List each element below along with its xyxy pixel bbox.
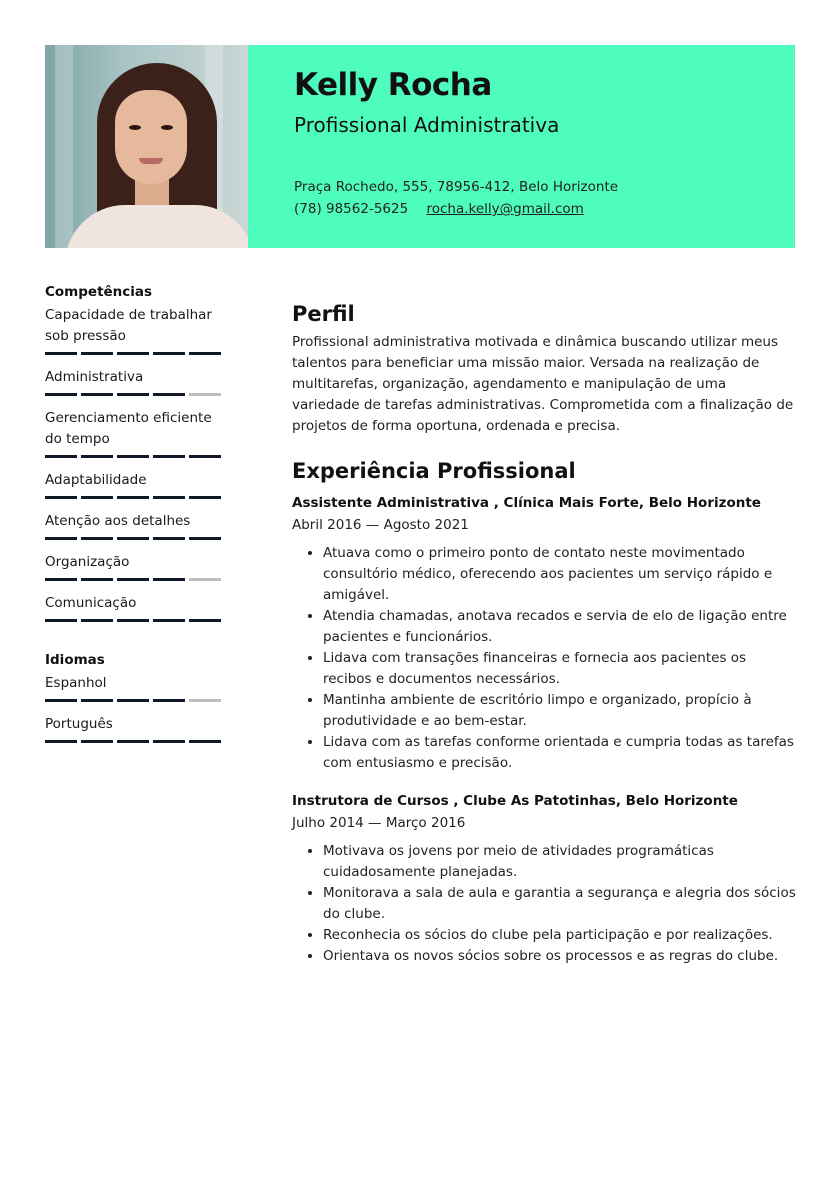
level-segment: [81, 619, 113, 622]
profile-text: Profissional administrativa motivada e dinâmica buscando utilizar meus talentos para beneficiar uma missão maior. Versada na realização de multitarefas, organização, agendamento e manipulação de uma variedade de tarefas administrativas. Comprometida com a finalização de projetos de forma oportuna, ordenada e precisa.: [292, 334, 794, 434]
resume-header: [45, 45, 795, 248]
languages-list: [45, 673, 225, 743]
level-segment: [117, 455, 149, 458]
skill-item: [45, 470, 225, 499]
level-segment: [117, 699, 149, 702]
level-segment: [45, 740, 77, 743]
list-item: • Monitorava a sala de aula e garantia a segurança e alegria dos sócios do clube.: [323, 883, 797, 925]
level-segment: [117, 740, 149, 743]
languages-section: [45, 652, 225, 743]
level-segment: [81, 537, 113, 540]
main-content: [292, 302, 797, 967]
candidate-title: Profissional Administrativa: [294, 113, 560, 137]
skills-heading: Competências: [45, 284, 153, 300]
list-item: • Atuava como o primeiro ponto de contato neste movimentado consultório médico, oferecendo aos pacientes um serviço rápido e amigável.: [323, 543, 797, 606]
skill-level-bar: [45, 578, 225, 581]
list-item: • Reconhecia os sócios do clube pela participação e por realizações.: [323, 925, 797, 946]
skill-label: Comunicação: [45, 595, 137, 611]
level-segment: [81, 578, 113, 581]
skill-label: Organização: [45, 554, 130, 570]
skill-item: [45, 305, 225, 355]
experience-heading: Experiência Profissional: [292, 459, 576, 483]
skill-label: Capacidade de trabalhar sob pressão: [45, 307, 212, 344]
level-segment: [189, 740, 221, 743]
job-entry: [292, 495, 797, 774]
skill-label: Adaptabilidade: [45, 472, 147, 488]
level-segment: [45, 578, 77, 581]
skill-item: [45, 408, 225, 458]
level-segment: [189, 455, 221, 458]
level-segment: [45, 699, 77, 702]
skill-item: [45, 593, 225, 622]
skill-level-bar: [45, 537, 225, 540]
job-dates: Julho 2014 — Março 2016: [292, 815, 466, 831]
language-label: Espanhol: [45, 675, 107, 691]
skill-label: Administrativa: [45, 369, 144, 385]
skill-level-bar: [45, 455, 225, 458]
level-segment: [189, 578, 221, 581]
level-segment: [153, 578, 185, 581]
level-segment: [81, 496, 113, 499]
skill-item: [45, 552, 225, 581]
level-segment: [81, 393, 113, 396]
skill-level-bar: [45, 393, 225, 396]
job-entry: [292, 793, 797, 967]
sidebar: [45, 284, 225, 755]
level-segment: [45, 537, 77, 540]
job-title: Assistente Administrativa , Clínica Mais Forte, Belo Horizonte: [292, 495, 761, 511]
header-banner: [248, 45, 795, 248]
language-item: [45, 673, 225, 702]
level-segment: [189, 619, 221, 622]
level-segment: [153, 393, 185, 396]
level-segment: [189, 699, 221, 702]
language-level-bar: [45, 699, 225, 702]
level-segment: [153, 740, 185, 743]
level-segment: [153, 699, 185, 702]
skills-list: [45, 305, 225, 622]
level-segment: [81, 455, 113, 458]
job-dates: Abril 2016 — Agosto 2021: [292, 517, 469, 533]
skill-level-bar: [45, 619, 225, 622]
level-segment: [153, 352, 185, 355]
level-segment: [81, 740, 113, 743]
list-item: • Lidava com as tarefas conforme orientada e cumpria todas as tarefas com entusiasmo e precisão.: [323, 732, 797, 774]
profile-heading: Perfil: [292, 302, 355, 326]
language-level-bar: [45, 740, 225, 743]
level-segment: [45, 455, 77, 458]
languages-heading: Idiomas: [45, 652, 105, 668]
level-segment: [189, 496, 221, 499]
job-bullets: [292, 543, 797, 774]
skill-item: [45, 511, 225, 540]
level-segment: [81, 699, 113, 702]
list-item: • Orientava os novos sócios sobre os processos e as regras do clube.: [323, 946, 797, 967]
email-link[interactable]: rocha.kelly@gmail.com: [426, 201, 584, 217]
level-segment: [117, 352, 149, 355]
level-segment: [117, 578, 149, 581]
level-segment: [189, 352, 221, 355]
skill-label: Atenção aos detalhes: [45, 513, 191, 529]
list-item: • Atendia chamadas, anotava recados e servia de elo de ligação entre pacientes e funcionários.: [323, 606, 797, 648]
job-title: Instrutora de Cursos , Clube As Patotinhas, Belo Horizonte: [292, 793, 738, 809]
level-segment: [45, 352, 77, 355]
language-item: [45, 714, 225, 743]
level-segment: [117, 496, 149, 499]
level-segment: [45, 496, 77, 499]
level-segment: [81, 352, 113, 355]
list-item: • Mantinha ambiente de escritório limpo e organizado, propício à produtividade e ao bem-estar.: [323, 690, 797, 732]
skill-item: [45, 367, 225, 396]
skill-label: Gerenciamento eficiente do tempo: [45, 410, 212, 447]
level-segment: [117, 619, 149, 622]
level-segment: [117, 537, 149, 540]
language-label: Português: [45, 716, 113, 732]
level-segment: [45, 619, 77, 622]
level-segment: [153, 496, 185, 499]
level-segment: [189, 393, 221, 396]
profile-photo: [45, 45, 248, 248]
level-segment: [153, 455, 185, 458]
skill-level-bar: [45, 352, 225, 355]
level-segment: [45, 393, 77, 396]
list-item: • Lidava com transações financeiras e fornecia aos pacientes os recibos e documentos necessários.: [323, 648, 797, 690]
skill-level-bar: [45, 496, 225, 499]
contact-line: [294, 201, 584, 217]
address: Praça Rochedo, 555, 78956-412, Belo Horizonte: [294, 179, 619, 195]
phone: (78) 98562-5625: [294, 201, 409, 217]
level-segment: [153, 619, 185, 622]
candidate-name: Kelly Rocha: [294, 67, 492, 103]
level-segment: [189, 537, 221, 540]
level-segment: [153, 537, 185, 540]
list-item: • Motivava os jovens por meio de atividades programáticas cuidadosamente planejadas.: [323, 841, 797, 883]
job-bullets: [292, 841, 797, 967]
level-segment: [117, 393, 149, 396]
